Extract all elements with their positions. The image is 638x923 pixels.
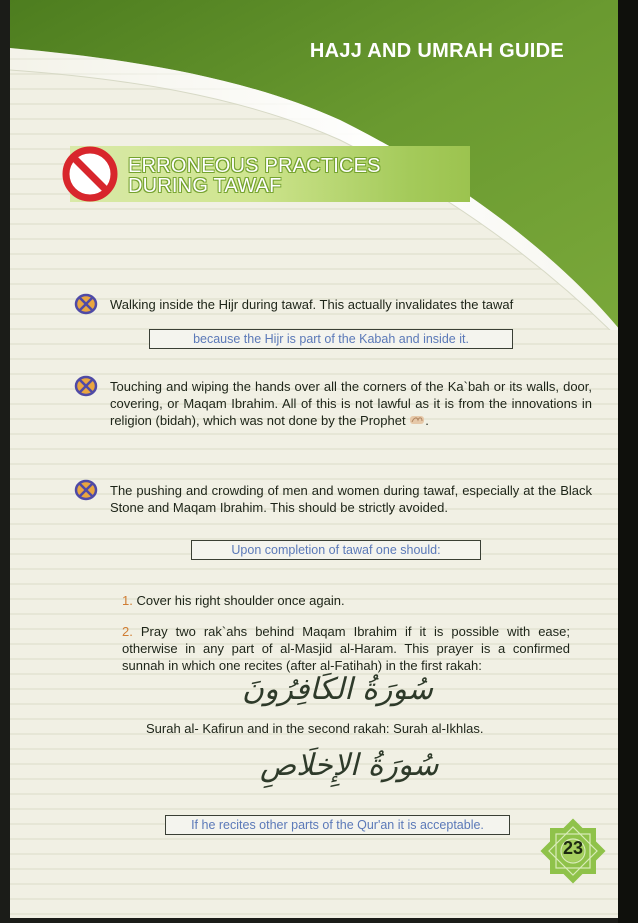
heading-line-1: ERRONEOUS PRACTICES — [128, 155, 381, 177]
salawat-honorific-icon — [409, 414, 425, 426]
step-text: Cover his right shoulder once again. — [136, 593, 345, 608]
crossed-circle-bullet-icon — [72, 374, 100, 398]
crossed-circle-bullet-icon — [72, 478, 100, 502]
surah-caption: Surah al- Kafirun and in the second rakah: Surah al-Ikhlas. — [146, 721, 484, 736]
crossed-circle-bullet-icon — [72, 292, 100, 316]
page-number: 23 — [562, 838, 584, 858]
bullet-item — [72, 378, 592, 429]
completion-note-callout: Upon completion of tawaf one should: — [191, 540, 481, 560]
bullet-item — [72, 482, 592, 516]
hijr-note-callout: because the Hijr is part of the Kabah and inside it. — [149, 329, 513, 349]
surah-ikhlas-calligraphy: سُورَةُ الإِخلَاصِ — [260, 748, 439, 783]
section-heading — [128, 156, 381, 196]
bullet-text: The pushing and crowding of men and women during tawaf, especially at the Black Stone and Maqam Ibrahim. This should be strictly avoided. — [110, 483, 592, 515]
step-item — [122, 592, 570, 609]
bullet-text-body: Touching and wiping the hands over all the corners of the Ka`bah or its walls, door, covering, or Maqam Ibrahim. All of this is not lawful as it is from the innovations in religion (bidah), which was not done by the Prophet — [110, 379, 592, 428]
surah-kafirun-calligraphy: سُورَةُ الكَافِرُونَ — [242, 672, 433, 707]
step-number: 1. — [122, 593, 133, 608]
running-title: HAJJ AND UMRAH GUIDE — [309, 40, 564, 62]
bullet-item — [72, 296, 592, 313]
bullet-text: Touching and wiping the hands over all the corners of the Ka`bah or its walls, door, covering, or Maqam Ibrahim. All of this is not lawful as it is from the innovations in religion (bidah), which was not done by the Prophet . — [110, 379, 592, 428]
step-item — [122, 623, 570, 674]
step-text: Pray two rak`ahs behind Maqam Ibrahim if it is possible with ease; otherwise in any part of al-Masjid al-Haram. This prayer is a confirmed sunnah in which one recites (after al-Fatihah) in the first rakah: — [122, 624, 570, 673]
guide-page — [10, 0, 620, 918]
quran-note-callout: If he recites other parts of the Qur'an it is acceptable. — [165, 815, 510, 835]
bullet-text: Walking inside the Hijr during tawaf. This actually invalidates the tawaf — [110, 297, 514, 312]
heading-line-2: DURING TAWAF — [128, 175, 282, 197]
prohibition-icon — [62, 146, 118, 202]
scan-edge — [618, 0, 638, 923]
step-number: 2. — [122, 624, 133, 639]
